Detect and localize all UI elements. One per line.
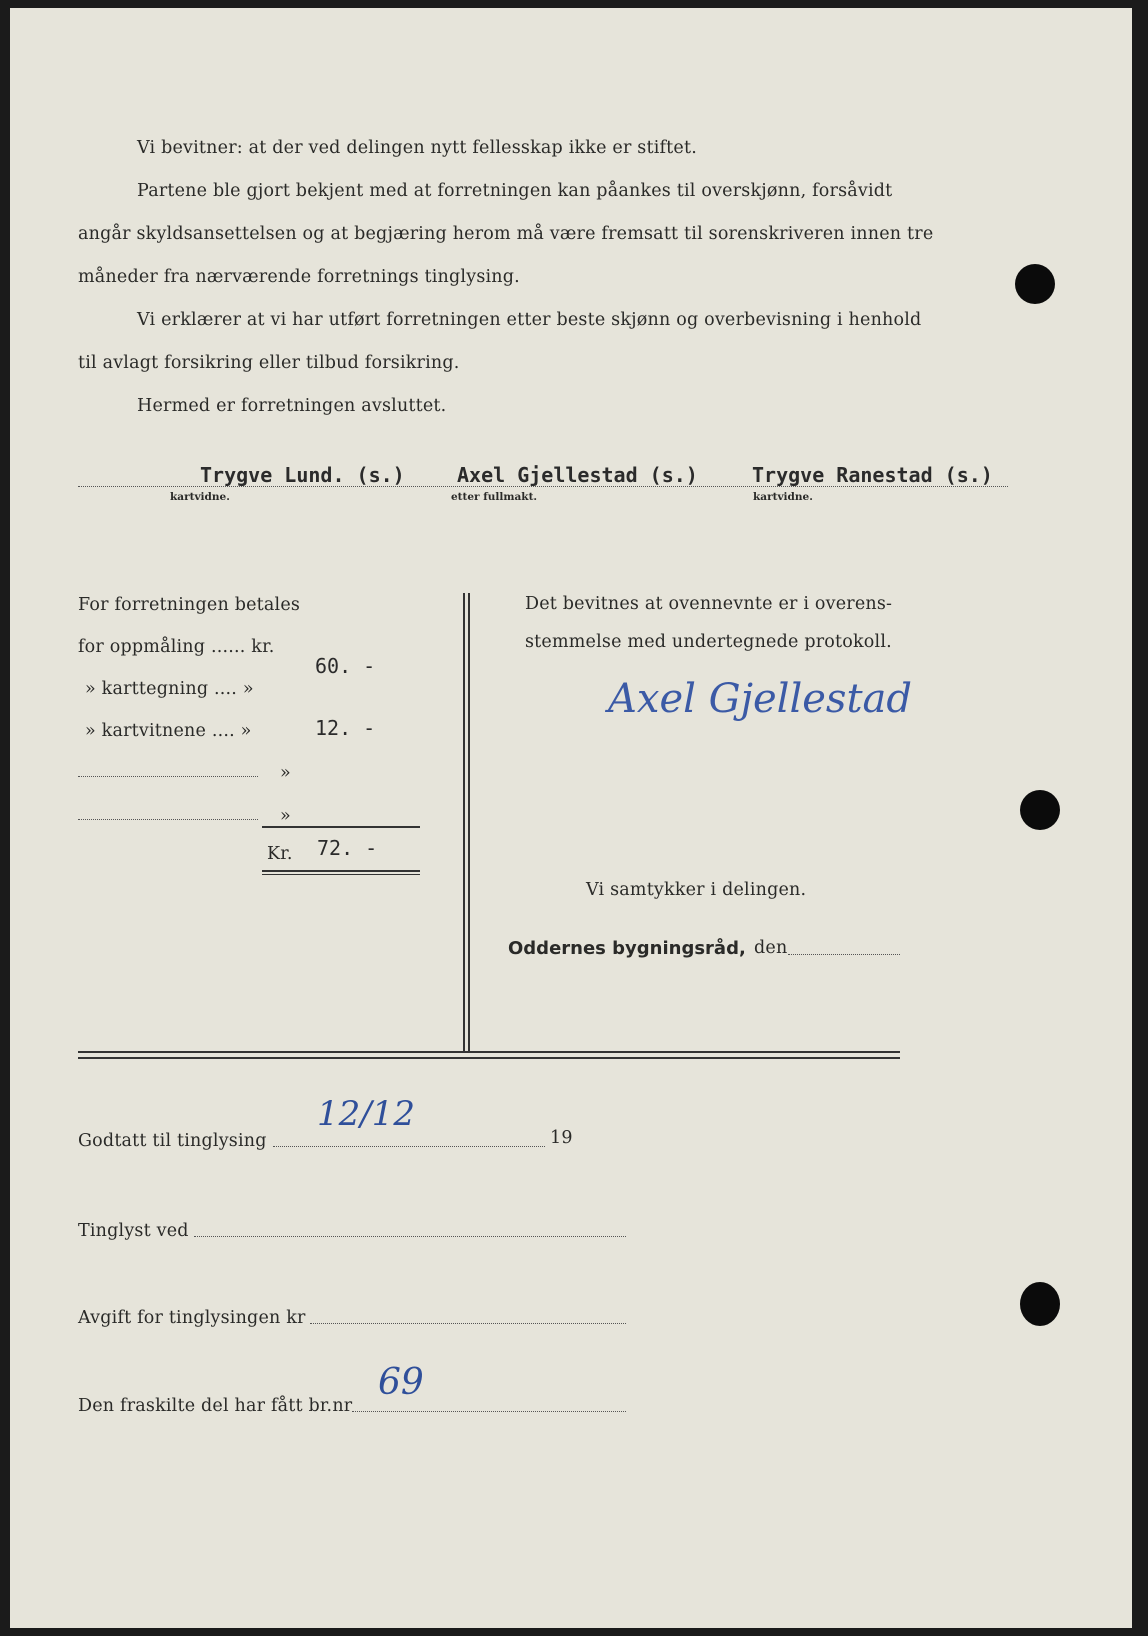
punch-hole-top — [1015, 264, 1055, 304]
subtotal-rule — [262, 826, 420, 828]
section-rule-top — [78, 1051, 900, 1053]
attestation-line-1: Det bevitnes at ovennevnte er i overens- — [525, 594, 893, 614]
year-prefix: 19 — [550, 1128, 573, 1148]
signature-role-3: kartvidne. — [753, 491, 813, 503]
statement-appeal-line-1: Partene ble gjort bekjent med at forretningen kan påankes til overskjønn, forsåvidt — [137, 181, 893, 201]
council-date-dots — [788, 954, 900, 955]
fee-row-witnesses: » kartvitnene .... » — [85, 721, 252, 741]
accepted-date-handwritten: 12/12 — [317, 1094, 415, 1134]
punch-hole-middle — [1020, 790, 1060, 830]
statement-declaration-line-1: Vi erklærer at vi har utført forretningen etter beste skjønn og overbevisning i henhold — [137, 310, 922, 330]
fee-row-blank-1-dots — [78, 776, 258, 777]
statement-appeal-line-3: måneder fra nærværende forretnings tinglysing. — [78, 267, 520, 287]
signature-role-1: kartvidne. — [170, 491, 230, 503]
attestation-line-2: stemmelse med undertegnede protokoll. — [525, 632, 892, 652]
column-divider-left — [463, 593, 465, 1051]
parcel-number-handwritten: 69 — [378, 1362, 424, 1403]
registration-fee-label: Avgift for tinglysingen kr — [78, 1308, 306, 1328]
council-date-label: den — [754, 938, 788, 958]
registered-by-label: Tinglyst ved — [78, 1221, 189, 1241]
statement-appeal-line-2: angår skyldsansettelsen og at begjæring herom må være fremsatt til sorenskriveren innen tre — [78, 224, 934, 244]
fee-row-mapping: » karttegning .... » — [85, 679, 254, 699]
accepted-for-registration-label: Godtatt til tinglysing — [78, 1131, 267, 1151]
fee-row-surveying: for oppmåling ...... kr. — [78, 637, 275, 657]
parcel-number-label: Den fraskilte del har fått br.nr — [78, 1396, 353, 1416]
signature-role-2: etter fullmakt. — [451, 491, 538, 503]
handwritten-signature: Axel Gjellestad — [608, 676, 912, 722]
fees-heading: For forretningen betales — [78, 595, 301, 615]
statement-closing: Hermed er forretningen avsluttet. — [137, 396, 447, 416]
fee-amount-witnesses: 12. - — [315, 716, 376, 740]
building-council-label: Oddernes bygningsråd, — [508, 938, 746, 959]
signature-name-2: Axel Gjellestad (s.) — [457, 463, 698, 487]
signature-name-1: Trygve Lund. (s.) — [200, 463, 405, 487]
consent-text: Vi samtykker i delingen. — [586, 880, 807, 900]
punch-hole-bottom — [1020, 1282, 1060, 1326]
fee-amount-mapping: 60. - — [315, 654, 376, 678]
registered-by-dots — [194, 1236, 626, 1237]
section-rule-bottom — [78, 1057, 900, 1059]
total-double-rule-top — [262, 870, 420, 872]
accepted-for-registration-dots — [273, 1146, 545, 1147]
total-double-rule-bottom — [262, 874, 420, 875]
statement-declaration-line-2: til avlagt forsikring eller tilbud forsikring. — [78, 353, 460, 373]
parcel-number-dots — [352, 1411, 626, 1412]
statement-no-new-community: Vi bevitner: at der ved delingen nytt fellesskap ikke er stiftet. — [137, 138, 697, 158]
fee-row-blank-1: » — [280, 763, 291, 783]
document-page — [10, 8, 1132, 1628]
column-divider-right — [468, 593, 470, 1051]
total-amount: 72. - — [317, 836, 378, 860]
registration-fee-dots — [310, 1323, 626, 1324]
fee-row-blank-2: » — [280, 806, 291, 826]
total-label: Kr. — [267, 844, 293, 864]
signature-name-3: Trygve Ranestad (s.) — [752, 463, 993, 487]
fee-row-blank-2-dots — [78, 819, 258, 820]
